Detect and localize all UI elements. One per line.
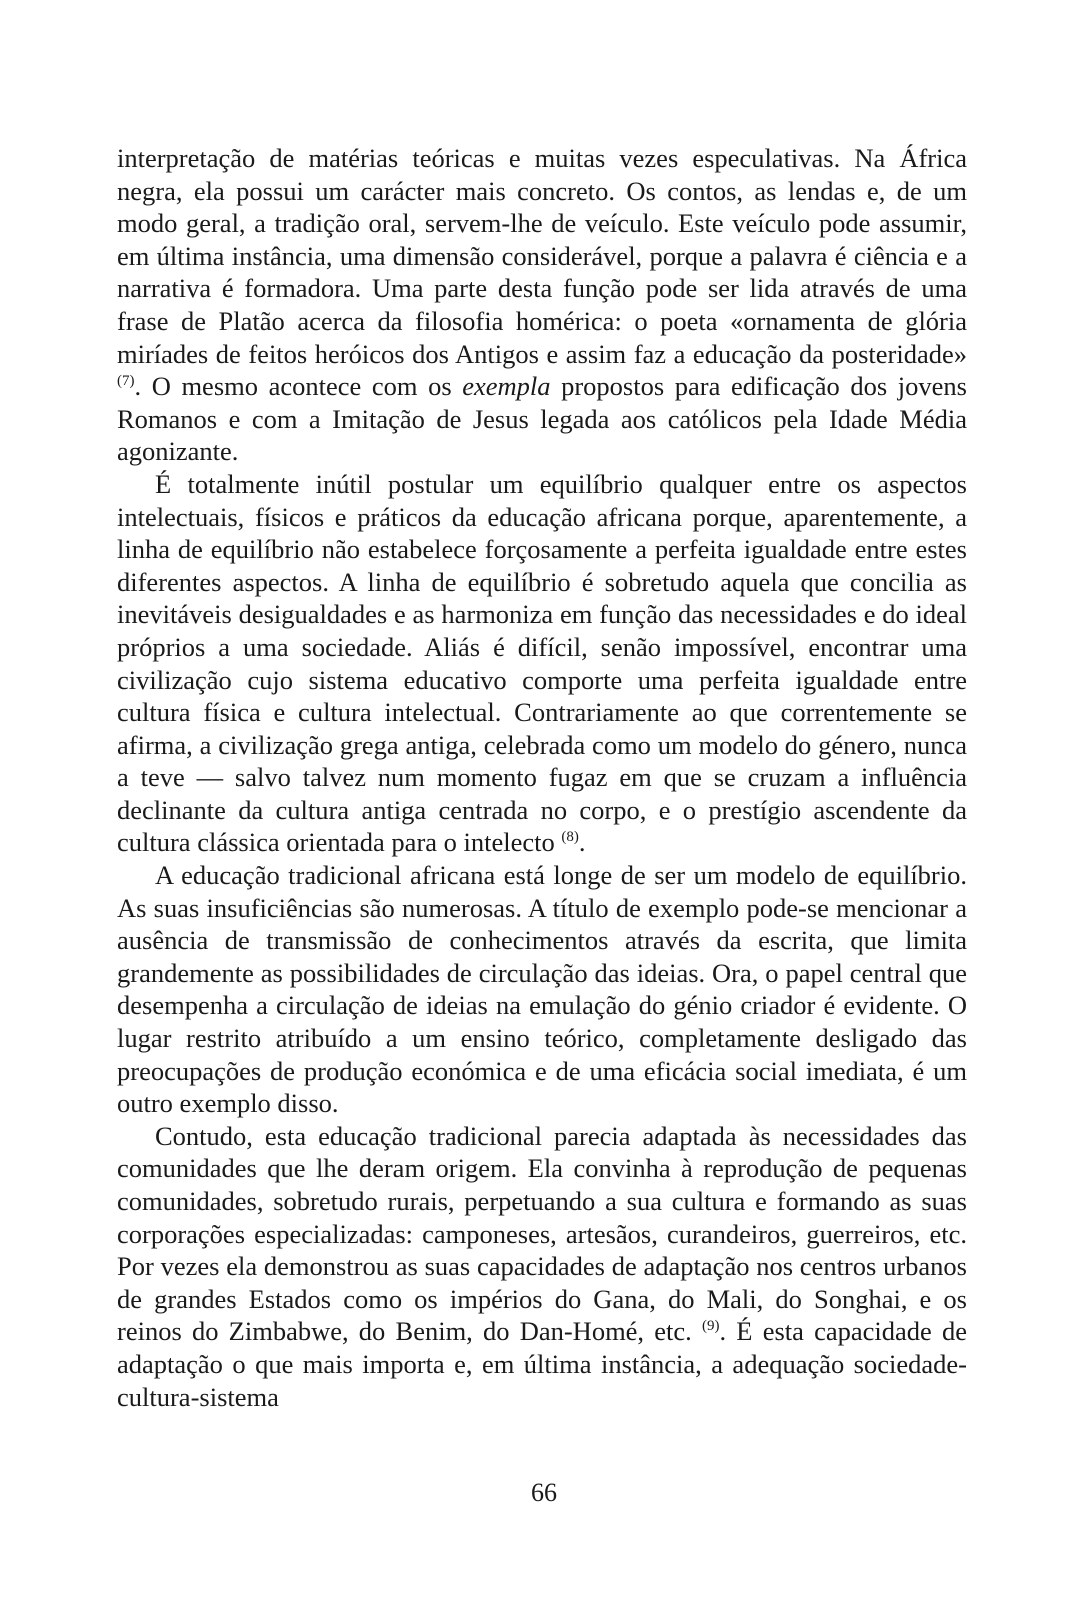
paragraph-text: A educação tradicional africana está longe de ser um modelo de equilíbrio. As suas insuficiências são numerosas. A título de exemplo pode-se mencionar a ausência de transmissão de conhecimentos através da escrita, que limita grandemente as possibilidades de circulação das ideias. Ora, o papel central que desempenha a circulação de ideias na emulação do génio criador é evidente. O lugar restrito atribuído a um ensino teórico, completamente desligado das preocupações de produção económica e de uma eficácia social imediata, é um outro exemplo disso. <box>117 860 967 1119</box>
paragraph <box>117 859 967 1120</box>
paragraph-text: . <box>578 827 586 858</box>
paragraph-text: Contudo, esta educação tradicional parecia adaptada às necessidades das comunidades que lhe deram origem. Ela convinha à reprodução de pequenas comunidades, sobretudo rurais, perpetuando a sua cultura e formando as suas corporações especializadas: camponeses, artesãos, curandeiros, guerreiros, etc. Por vezes ela demonstrou as suas capacidades de adaptação nos centros urbanos de grandes Estados como os impérios do Gana, do Mali, do Songhai, e os reinos do Zimbabwe, do Benim, do Dan-Homé, etc. <box>117 1120 967 1347</box>
paragraph <box>117 468 967 859</box>
paragraph <box>117 1120 967 1413</box>
paragraph-text: É totalmente inútil postular um equilíbrio qualquer entre os aspectos intelectuais, físicos e práticos da educação africana porque, aparentemente, a linha de equilíbrio não estabelece forçosamente a perfeita igualdade entre estes diferentes aspectos. A linha de equilíbrio é sobretudo aquela que concilia as inevitáveis desigualdades e as harmoniza em função das necessidades e do ideal próprios a uma sociedade. Aliás é difícil, senão impossível, encontrar uma civilização cujo sistema educativo comporte uma perfeita igualdade entre cultura física e cultura intelectual. Contrariamente ao que correntemente se afirma, a civilização grega antiga, celebrada como um modelo do género, nunca a teve — salvo talvez num momento fugaz em que se cruzam a influência declinante da cultura antiga centrada no corpo, e o prestígio ascendente da cultura clássica orientada para o intelecto <box>117 468 967 858</box>
footnote-marker: (8) <box>561 829 579 846</box>
paragraph-text: . É esta capacidade de adaptação o que mais importa e, em última instância, a adequação sociedade-cultura-sistema <box>117 1316 967 1412</box>
paragraph-text: propostos para edificação dos jovens Romanos e com a Imitação de Jesus legada aos católicos pela Idade Média agonizante. <box>117 371 967 467</box>
body-text <box>117 142 967 1413</box>
paragraph-text: interpretação de matérias teóricas e muitas vezes especulativas. Na África negra, ela possui um carácter mais concreto. Os contos, as lendas e, de um modo geral, a tradição oral, servem-lhe de veículo. Este veículo pode assumir, em última instância, uma dimensão considerável, porque a palavra é ciência e a narrativa é formadora. Uma parte desta função pode ser lida através de uma frase de Platão acerca da filosofia homérica: o poeta «ornamenta de glória miríades de feitos heróicos dos Antigos e assim faz a educação da posteridade» <box>117 143 967 369</box>
footnote-marker: (7) <box>117 373 135 390</box>
paragraph-text: . O mesmo acontece com os <box>134 371 463 402</box>
footnote-marker: (9) <box>701 1318 720 1335</box>
paragraph <box>117 142 967 468</box>
page-number: 66 <box>531 1478 557 1507</box>
italic-term: exempla <box>462 371 551 402</box>
